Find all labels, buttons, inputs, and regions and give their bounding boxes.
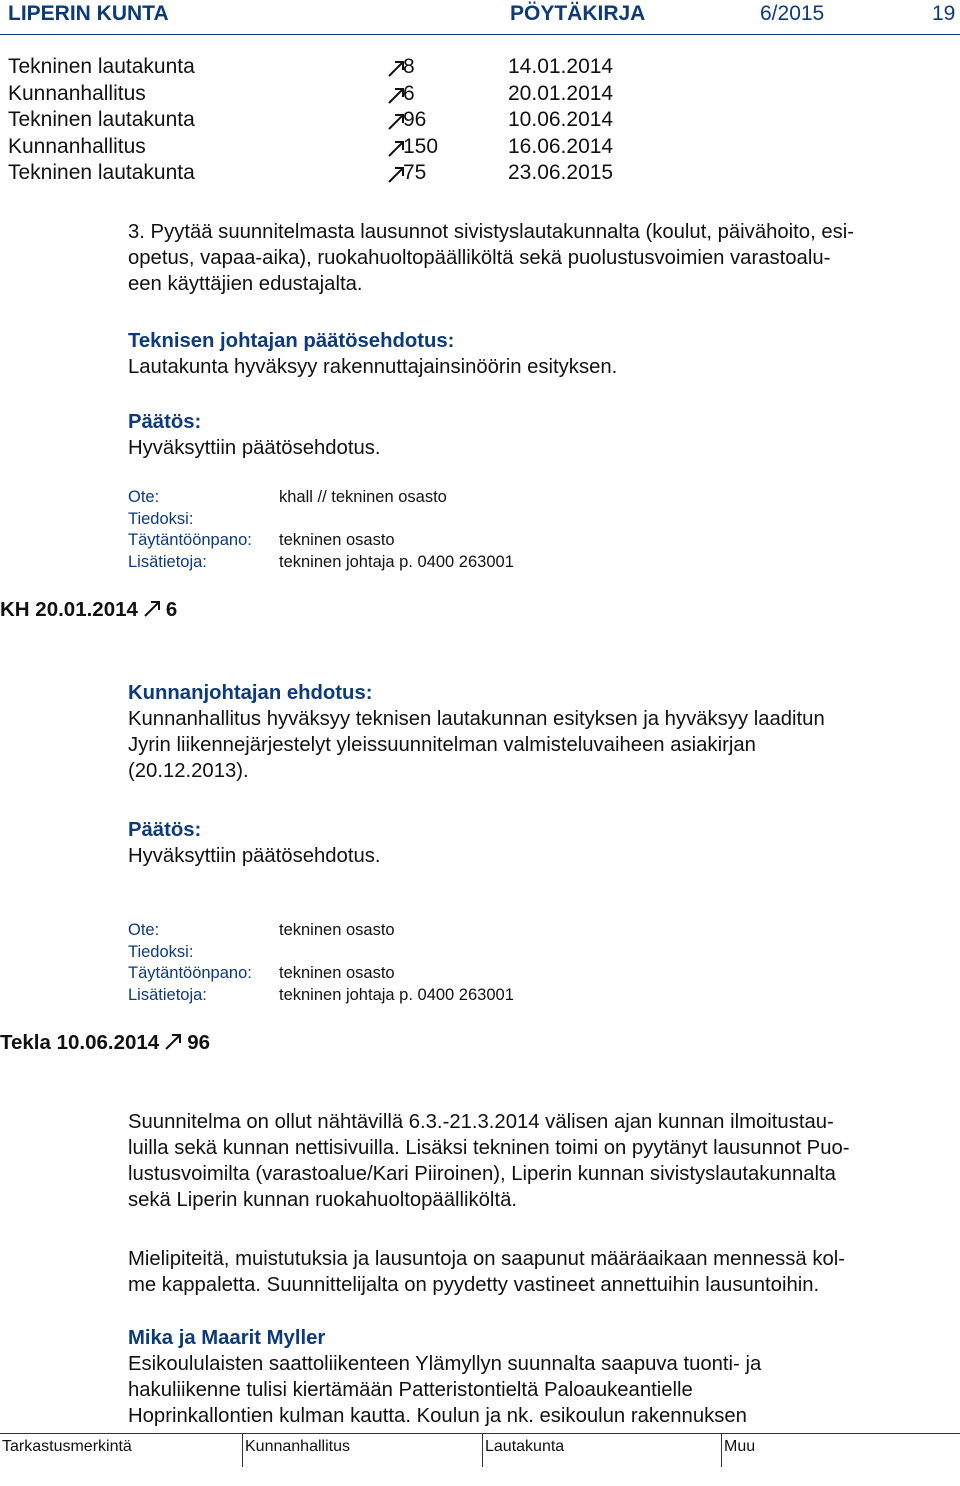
paragraph-line: Suunnitelma on ollut nähtävillä 6.3.-21.3.2014 välisen ajan kunnan ilmoitustau- (128, 1111, 834, 1133)
page-number: 19 (932, 2, 956, 25)
history-number: 8 (403, 55, 415, 78)
tekla-reference-date: Tekla 10.06.2014 (0, 1031, 160, 1054)
proposal-1-text: Lautakunta hyväksyy rakennuttajainsinöörin esityksen. (128, 356, 618, 378)
decision-2-text: Hyväksyttiin päätösehdotus. (128, 845, 381, 867)
item-3-line: opetus, vapaa-aika), ruokahuoltopäälliköltä sekä puolustusvoimien varastoalu- (128, 247, 831, 269)
page-footer (0, 1433, 960, 1467)
distribution-row (128, 530, 628, 552)
footer-cell-board: Kunnanhallitus (243, 1434, 483, 1467)
history-date: 14.01.2014 (508, 55, 614, 78)
kh-reference-date: KH 20.01.2014 (0, 598, 138, 621)
distribution-row (128, 509, 628, 531)
paragraph-line: hakuliikenne tulisi kiertämään Patteristontieltä Paloaukeantielle (128, 1379, 693, 1401)
proposal-2-label: Kunnanjohtajan ehdotus: (128, 682, 373, 704)
distribution-value: tekninen johtaja p. 0400 263001 (279, 552, 514, 571)
proposal-2-line: (20.12.2013). (128, 760, 249, 782)
decision-1 (128, 409, 381, 461)
decision-1-text: Hyväksyttiin päätösehdotus. (128, 437, 381, 459)
paragraph-line: Hoprinkallontien kulman kautta. Koulun ja nk. esikoulun rakennuksen (128, 1405, 747, 1427)
section-arrow-icon (142, 598, 162, 618)
decision-2 (128, 817, 381, 869)
paragraph-line: Esikoululaisten saattoliikenteen Ylämyllyn suunnalta saapuva tuonti- ja (128, 1353, 762, 1375)
header-divider (0, 34, 960, 35)
history-number: 150 (403, 134, 439, 158)
distribution-key: Lisätietoja: (128, 985, 207, 1004)
decision-2-label: Päätös: (128, 819, 202, 841)
distribution-value: tekninen osasto (279, 964, 395, 982)
distribution-row (128, 985, 628, 1007)
proposal-2 (128, 680, 825, 784)
distribution-row (128, 487, 628, 509)
distribution-block-2 (128, 920, 628, 1006)
footer-cell-inspection: Tarkastusmerkintä (0, 1434, 243, 1467)
section-arrow-icon (163, 1031, 183, 1051)
history-date: 16.06.2014 (508, 134, 614, 158)
org-name: LIPERIN KUNTA (8, 2, 169, 25)
proposal-2-line: Kunnanhallitus hyväksyy teknisen lautakunnan esityksen ja hyväksyy laaditun (128, 708, 825, 730)
tekla-reference-number: 96 (187, 1031, 211, 1054)
paragraph-2 (128, 1246, 845, 1298)
history-body: Kunnanhallitus (8, 81, 146, 105)
distribution-row (128, 963, 628, 985)
proposal-1-label: Teknisen johtajan päätösehdotus: (128, 330, 455, 352)
history-body: Tekninen lautakunta (8, 108, 195, 131)
tekla-reference (0, 1031, 210, 1055)
history-date: 20.01.2014 (508, 81, 614, 105)
history-number: 96 (403, 108, 427, 131)
distribution-key: Ote: (128, 488, 160, 506)
history-body: Tekninen lautakunta (8, 161, 195, 184)
decision-1-label: Päätös: (128, 411, 202, 433)
document-type: PÖYTÄKIRJA (510, 2, 646, 25)
history-number: 6 (403, 81, 415, 105)
item-3-line: 3. Pyytää suunnitelmasta lausunnot sivistyslautakunnalta (koulut, päivähoito, esi- (128, 221, 855, 243)
history-body: Tekninen lautakunta (8, 55, 195, 78)
distribution-key: Ote: (128, 921, 160, 939)
paragraph-line: Mielipiteitä, muistutuksia ja lausuntoja on saapunut määräaikaan mennessä kol- (128, 1248, 846, 1270)
paragraph-line: me kappaletta. Suunnittelijalta on pyydetty vastineet annettuihin lausuntoihin. (128, 1274, 820, 1296)
item-3-paragraph (128, 219, 854, 297)
issue-number: 6/2015 (760, 2, 825, 25)
history-date: 10.06.2014 (508, 108, 614, 131)
paragraph-1 (128, 1109, 850, 1213)
distribution-value: tekninen osasto (279, 921, 395, 939)
footer-cell-other: Muu (724, 1438, 756, 1455)
paragraph-line: sekä Liperin kunnan ruokahuoltopäälliköltä. (128, 1189, 517, 1211)
paragraph-3-heading: Mika ja Maarit Myller (128, 1327, 326, 1349)
kh-reference-number: 6 (165, 598, 178, 621)
paragraph-line: luilla sekä kunnan nettisivuilla. Lisäksi tekninen toimi on pyytänyt lausunnot Puo- (128, 1137, 850, 1159)
history-date: 23.06.2015 (508, 161, 614, 184)
distribution-key: Tiedoksi: (128, 942, 194, 961)
distribution-row (128, 552, 628, 574)
distribution-block-1 (128, 487, 628, 573)
page-header (0, 0, 960, 34)
distribution-value: tekninen johtaja p. 0400 263001 (279, 985, 514, 1004)
distribution-value: tekninen osasto (279, 531, 395, 549)
distribution-key: Täytäntöönpano: (128, 531, 252, 549)
footer-cell-committee: Lautakunta (483, 1434, 722, 1467)
paragraph-3 (128, 1325, 761, 1429)
item-3-line: een käyttäjien edustajalta. (128, 273, 363, 295)
distribution-key: Tiedoksi: (128, 509, 194, 528)
history-body: Kunnanhallitus (8, 134, 146, 158)
kh-reference (0, 598, 177, 622)
distribution-key: Täytäntöönpano: (128, 964, 252, 982)
proposal-1 (128, 328, 617, 380)
distribution-row (128, 942, 628, 964)
distribution-row (128, 920, 628, 942)
proposal-2-line: Jyrin liikennejärjestelyt yleissuunnitelman valmisteluvaiheen asiakirjan (128, 734, 756, 756)
history-number: 75 (403, 161, 427, 184)
distribution-key: Lisätietoja: (128, 552, 207, 571)
distribution-value: khall // tekninen osasto (279, 488, 447, 506)
paragraph-line: lustusvoimilta (varastoalue/Kari Piiroinen), Liperin kunnan sivistyslautakunnalta (128, 1163, 836, 1185)
